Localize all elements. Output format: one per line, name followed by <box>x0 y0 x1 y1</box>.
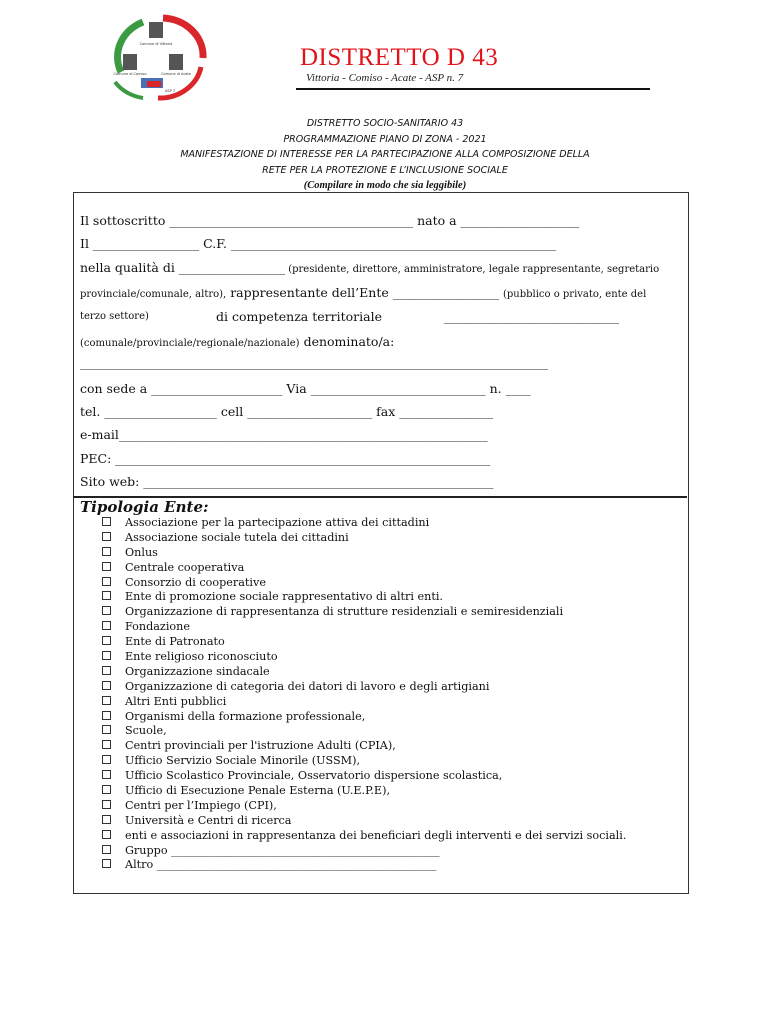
field-sito-web[interactable]: Sito web: ________________________________________________________ <box>80 474 494 489</box>
checkbox[interactable] <box>102 830 111 839</box>
tipologia-option[interactable] <box>102 784 626 799</box>
tipologia-option[interactable] <box>102 844 626 859</box>
tipologia-option-label: Fondazione <box>125 620 190 634</box>
checkbox[interactable] <box>102 577 111 586</box>
tipologia-option-label: Centri provinciali per l'istruzione Adulti (CPIA), <box>125 739 396 753</box>
field-sede[interactable]: con sede a _____________________ Via ____________________________ n. ____ <box>80 381 531 396</box>
competenza-label: di competenza territoriale <box>216 309 382 324</box>
tipologia-option-label: Centrale cooperativa <box>125 560 245 574</box>
checkbox[interactable] <box>102 621 111 630</box>
tipologia-option[interactable] <box>102 814 626 829</box>
checkbox[interactable] <box>102 517 111 526</box>
tipologia-option-label: Associazione per la partecipazione attiva dei cittadini <box>125 516 430 529</box>
checkbox[interactable] <box>102 845 111 854</box>
field-contatti[interactable]: tel. __________________ cell ____________________ fax _______________ <box>80 404 494 419</box>
tipologia-option-label: Organizzazione sindacale <box>125 664 270 678</box>
qualita-hint: (presidente, direttore, amministratore, legale rappresentante, segretario <box>285 264 660 275</box>
tipologia-option[interactable] <box>102 561 626 576</box>
ente-label[interactable]: rappresentante dell’Ente _________________ <box>226 285 503 300</box>
checkbox[interactable] <box>102 859 111 868</box>
tipologia-option[interactable] <box>102 516 626 531</box>
tipologia-option[interactable] <box>102 799 626 814</box>
logo-text-vittoria: Comune di Vittoria <box>139 42 173 46</box>
tipologia-option[interactable] <box>102 531 626 546</box>
tipologia-option-label: enti e associazioni in rappresentanza dei beneficiari degli interventi e dei servizi sociali. <box>125 828 627 842</box>
tipologia-option[interactable] <box>102 650 626 665</box>
checkbox[interactable] <box>102 815 111 824</box>
heading-line-4: RETE PER LA PROTEZIONE E L’INCLUSIONE SOCIALE <box>262 164 508 176</box>
checkbox[interactable] <box>102 800 111 809</box>
tipologia-option-label: Ente di Patronato <box>125 635 225 649</box>
checkbox[interactable] <box>102 740 111 749</box>
checkbox[interactable] <box>102 562 111 571</box>
heading-instructions: (Compilare in modo che sia leggibile) <box>303 180 467 191</box>
tipologia-option[interactable] <box>102 576 626 591</box>
tipologia-option[interactable] <box>102 546 626 561</box>
tipologia-option[interactable] <box>102 739 626 754</box>
header-divider <box>296 88 650 90</box>
tipologia-option-label: Scuole, <box>125 724 167 738</box>
checkbox[interactable] <box>102 591 111 600</box>
tipologia-option-label: Università e Centri di ricerca <box>125 813 292 827</box>
checkbox[interactable] <box>102 785 111 794</box>
page-subtitle: Vittoria - Comiso - Acate - ASP n. 7 <box>306 72 464 84</box>
tipologia-option[interactable] <box>102 695 626 710</box>
checkbox[interactable] <box>102 725 111 734</box>
logo-text-acate: Comune di Acate <box>161 72 191 76</box>
tipologia-option[interactable] <box>102 858 626 873</box>
tipologia-option[interactable] <box>102 769 626 784</box>
tipologia-option-label: Centri per l’Impiego (CPI), <box>125 798 277 812</box>
tipologia-option-label: Associazione sociale tutela dei cittadini <box>125 530 349 544</box>
checkbox[interactable] <box>102 547 111 556</box>
checkbox[interactable] <box>102 651 111 660</box>
ente-hint: (pubblico o privato, ente del <box>502 289 647 300</box>
competenza-blank[interactable]: ____________________________ <box>444 309 619 324</box>
ente-hint-cont: terzo settore) <box>80 311 149 322</box>
tipologia-option-label: Gruppo ________________________________________________ <box>125 843 440 857</box>
document-heading <box>0 116 770 194</box>
field-data-cf[interactable]: Il _________________ C.F. ____________________________________________________ <box>80 236 556 251</box>
field-qualita[interactable] <box>80 260 659 275</box>
field-pec[interactable]: PEC: ____________________________________________________________ <box>80 451 491 466</box>
tipologia-option-label: Onlus <box>125 545 158 559</box>
checkbox[interactable] <box>102 532 111 541</box>
field-email[interactable]: e-mail___________________________________________________________ <box>80 427 488 442</box>
tipologia-option-label: Organismi della formazione professionale, <box>125 709 366 723</box>
tipologia-option-label: Ufficio Scolastico Provinciale, Osservatorio dispersione scolastica, <box>125 769 503 783</box>
checkbox[interactable] <box>102 606 111 615</box>
field-sottoscritto[interactable]: Il sottoscritto _______________________________________ nato a ___________________ <box>80 213 580 228</box>
checkbox[interactable] <box>102 770 111 779</box>
checkbox[interactable] <box>102 696 111 705</box>
tipologia-option-label: Ente religioso riconosciuto <box>125 650 278 664</box>
checkbox[interactable] <box>102 636 111 645</box>
tipologia-option[interactable] <box>102 620 626 635</box>
checkbox[interactable] <box>102 755 111 764</box>
tipologia-option-label: Ufficio Servizio Sociale Minorile (USSM), <box>125 754 361 768</box>
qualita-hint-cont: provinciale/comunale, altro), <box>80 289 227 300</box>
tipologia-option[interactable] <box>102 605 626 620</box>
denominato-label: denominato/a: <box>299 334 395 349</box>
tipologia-option-label: Consorzio di cooperative <box>125 575 266 589</box>
tipologia-option-label: Organizzazione di categoria dei datori di lavoro e degli artigiani <box>125 679 490 693</box>
field-denominato[interactable] <box>80 334 394 349</box>
heading-line-2: PROGRAMMAZIONE PIANO DI ZONA - 2021 <box>283 133 487 145</box>
checkbox[interactable] <box>102 711 111 720</box>
tipologia-option-label: Organizzazione di rappresentanza di strutture residenziali e semiresidenziali <box>125 605 564 619</box>
field-ente[interactable] <box>80 285 646 300</box>
tipologia-option[interactable] <box>102 829 626 844</box>
tipologia-list <box>102 516 626 873</box>
district-logo <box>103 12 208 102</box>
tipologia-option[interactable] <box>102 724 626 739</box>
field-denominazione-blank[interactable]: ______________________________________________________________________________ <box>80 356 548 370</box>
heading-line-1: DISTRETTO SOCIO-SANITARIO 43 <box>306 118 464 129</box>
tipologia-option-label: Altri Enti pubblici <box>125 694 227 708</box>
heading-line-3: MANIFESTAZIONE DI INTERESSE PER LA PARTECIPAZIONE ALLA COMPOSIZIONE DELLA <box>180 149 590 160</box>
tipologia-option[interactable] <box>102 680 626 695</box>
tipologia-option-label: Ente di promozione sociale rappresentativo di altri enti. <box>125 590 443 604</box>
tipologia-option[interactable] <box>102 590 626 605</box>
tipologia-option[interactable] <box>102 710 626 725</box>
checkbox[interactable] <box>102 666 111 675</box>
tipologia-option-label: Altro __________________________________________________ <box>125 858 437 872</box>
tipologia-option[interactable] <box>102 635 626 650</box>
page-title: DISTRETTO D 43 <box>300 44 499 71</box>
tipologia-heading: Tipologia Ente: <box>80 498 209 516</box>
tipologia-option[interactable] <box>102 754 626 769</box>
tipologia-option[interactable] <box>102 665 626 680</box>
qualita-label[interactable]: nella qualità di _________________ <box>80 260 286 275</box>
tipologia-option-label: Ufficio di Esecuzione Penale Esterna (U.E.P.E), <box>125 784 390 798</box>
competenza-hint: (comunale/provinciale/regionale/nazionale) <box>80 338 300 349</box>
checkbox[interactable] <box>102 681 111 690</box>
logo-text-asp: ASP 7 <box>165 89 176 93</box>
logo-text-comiso: Comune di Comiso <box>113 72 147 76</box>
